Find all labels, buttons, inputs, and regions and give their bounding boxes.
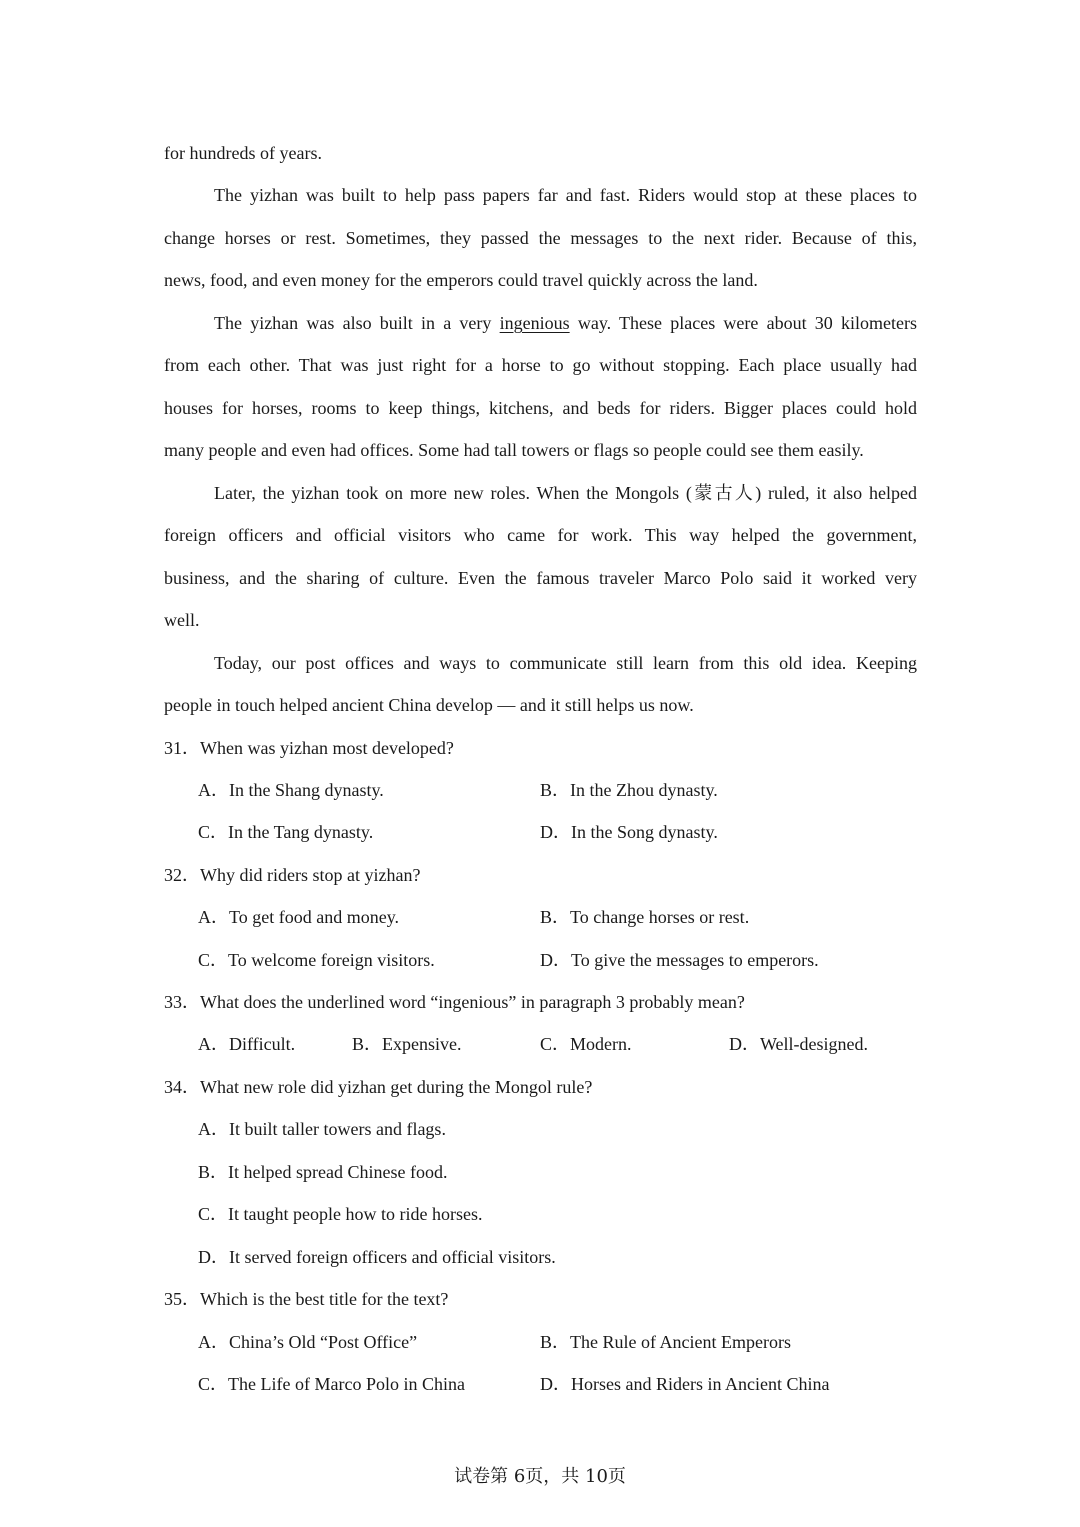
passage-line: Later, the yizhan took on more new roles. When the Mongols (蒙古人) ruled, it also helped xyxy=(214,483,917,503)
option-35-c[interactable]: C．The Life of Marco Polo in China xyxy=(198,1374,465,1394)
option-33-d[interactable]: D．Well-designed. xyxy=(729,1034,869,1054)
question-stem-31: 31．When was yizhan most developed? xyxy=(164,738,454,758)
passage-line: for hundreds of years. xyxy=(164,143,322,163)
passage-text: way. These places were about 30 kilometers xyxy=(569,313,917,333)
passage-line: Today, our post offices and ways to communicate still learn from this old idea. Keeping xyxy=(214,653,917,673)
option-34-b[interactable]: B．It helped spread Chinese food. xyxy=(198,1162,448,1182)
option-31-c[interactable]: C．In the Tang dynasty. xyxy=(198,822,374,842)
question-stem-33: 33．What does the underlined word “ingenious” in paragraph 3 probably mean? xyxy=(164,992,745,1012)
option-34-c[interactable]: C．It taught people how to ride horses. xyxy=(198,1204,483,1224)
passage-line: people in touch helped ancient China develop — and it still helps us now. xyxy=(164,695,694,715)
question-stem-32: 32．Why did riders stop at yizhan? xyxy=(164,865,421,885)
option-31-d[interactable]: D．In the Song dynasty. xyxy=(540,822,718,842)
passage-line: foreign officers and official visitors who came for work. This way helped the government, xyxy=(164,525,917,545)
passage-line: business, and the sharing of culture. Even the famous traveler Marco Polo said it worked very xyxy=(164,568,917,588)
passage-line xyxy=(214,311,917,335)
passage-line: many people and even had offices. Some had tall towers or flags so people could see them easily. xyxy=(164,440,864,460)
passage-line: houses for horses, rooms to keep things, kitchens, and beds for riders. Bigger places could hold xyxy=(164,398,917,418)
passage-line: change horses or rest. Sometimes, they passed the messages to the next rider. Because of this, xyxy=(164,228,917,248)
option-34-d[interactable]: D．It served foreign officers and official visitors. xyxy=(198,1247,556,1267)
option-35-a[interactable]: A．China’s Old “Post Office” xyxy=(198,1332,418,1352)
question-stem-35: 35．Which is the best title for the text? xyxy=(164,1289,449,1309)
option-32-a[interactable]: A．To get food and money. xyxy=(198,907,400,927)
underlined-word: ingenious xyxy=(499,313,570,333)
option-33-c[interactable]: C．Modern. xyxy=(540,1034,632,1054)
option-32-d[interactable]: D．To give the messages to emperors. xyxy=(540,950,819,970)
option-32-b[interactable]: B．To change horses or rest. xyxy=(540,907,750,927)
passage-line: from each other. That was just right for a horse to go without stopping. Each place usually had xyxy=(164,355,917,375)
option-35-d[interactable]: D．Horses and Riders in Ancient China xyxy=(540,1374,830,1394)
passage-text: The yizhan was also built in a very xyxy=(214,313,500,333)
passage-line: The yizhan was built to help pass papers far and fast. Riders would stop at these places to xyxy=(214,185,917,205)
option-35-b[interactable]: B．The Rule of Ancient Emperors xyxy=(540,1332,791,1352)
option-33-a[interactable]: A．Difficult. xyxy=(198,1034,296,1054)
option-33-b[interactable]: B．Expensive. xyxy=(352,1034,462,1054)
passage-line: well. xyxy=(164,610,200,630)
passage-line: news, food, and even money for the emperors could travel quickly across the land. xyxy=(164,270,758,290)
page-footer: 试卷第 6页，共 10页 xyxy=(454,1466,626,1487)
option-34-a[interactable]: A．It built taller towers and flags. xyxy=(198,1119,446,1139)
option-32-c[interactable]: C．To welcome foreign visitors. xyxy=(198,950,435,970)
option-31-a[interactable]: A．In the Shang dynasty. xyxy=(198,780,384,800)
question-stem-34: 34．What new role did yizhan get during the Mongol rule? xyxy=(164,1077,593,1097)
option-31-b[interactable]: B．In the Zhou dynasty. xyxy=(540,780,718,800)
